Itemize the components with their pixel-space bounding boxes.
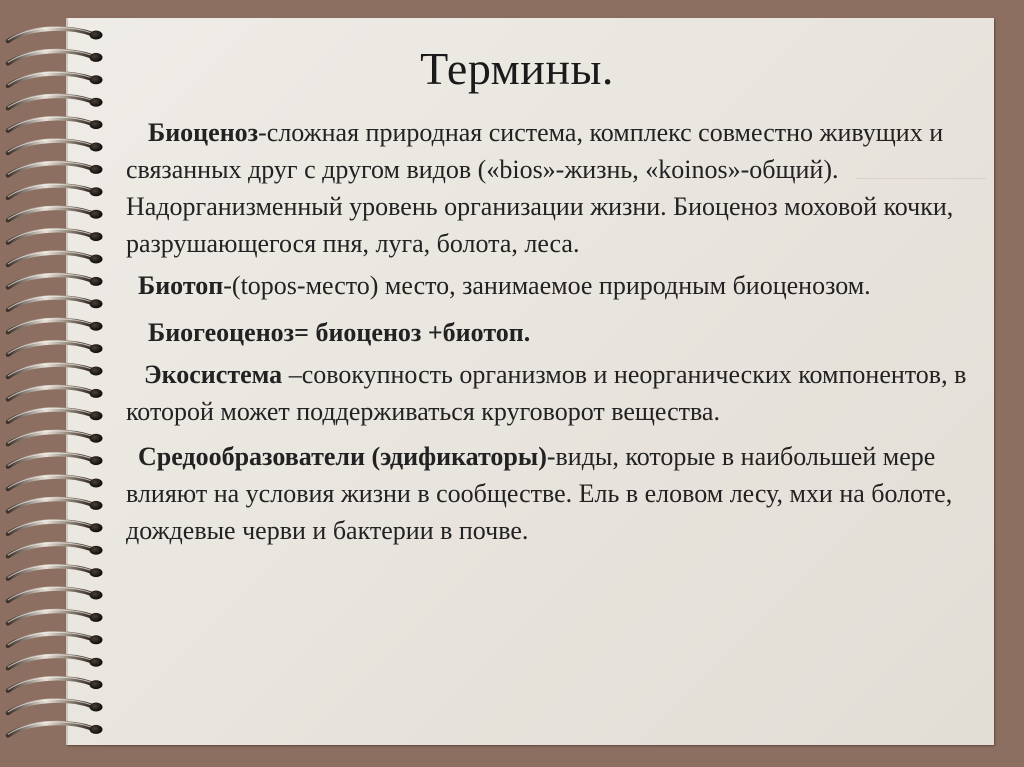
term-paragraph <box>126 267 986 304</box>
term-name: Биогеоценоз= биоценоз +биотоп. <box>148 318 531 347</box>
term-paragraph <box>126 438 986 549</box>
terms-list <box>126 114 986 549</box>
slide-title: Термины. <box>420 43 614 94</box>
term-paragraph <box>126 114 986 262</box>
term-name: Биоценоз <box>148 118 259 147</box>
term-definition: -сложная природная система, комплекс совместно живущих и связанных друг с другом видов («bios»-жизнь, «koinos»-общий). Надорганизменный уровень организации жизни. Биоценоз моховой кочки, разрушающегося пня, луга, болота, леса. <box>126 118 954 258</box>
term-definition: -виды, которые в наибольшей мере влияют на условия жизни в сообществе. Ель в еловом лесу, мхи на болоте, дождевые черви и бактерии в почве. <box>126 442 953 545</box>
term-paragraph <box>126 356 986 430</box>
term-paragraph <box>126 314 986 351</box>
term-name: Экосистема <box>144 360 283 389</box>
term-name: Биотоп <box>138 271 224 300</box>
term-definition: -(topos-место) место, занимаемое природным биоценозом. <box>223 271 871 300</box>
term-definition: –совокупность организмов и неорганических компонентов, в которой может поддерживаться круговорот вещества. <box>126 360 967 426</box>
spiral-binding-icon <box>0 20 118 750</box>
term-name: Средообразователи (эдификаторы) <box>138 442 547 471</box>
